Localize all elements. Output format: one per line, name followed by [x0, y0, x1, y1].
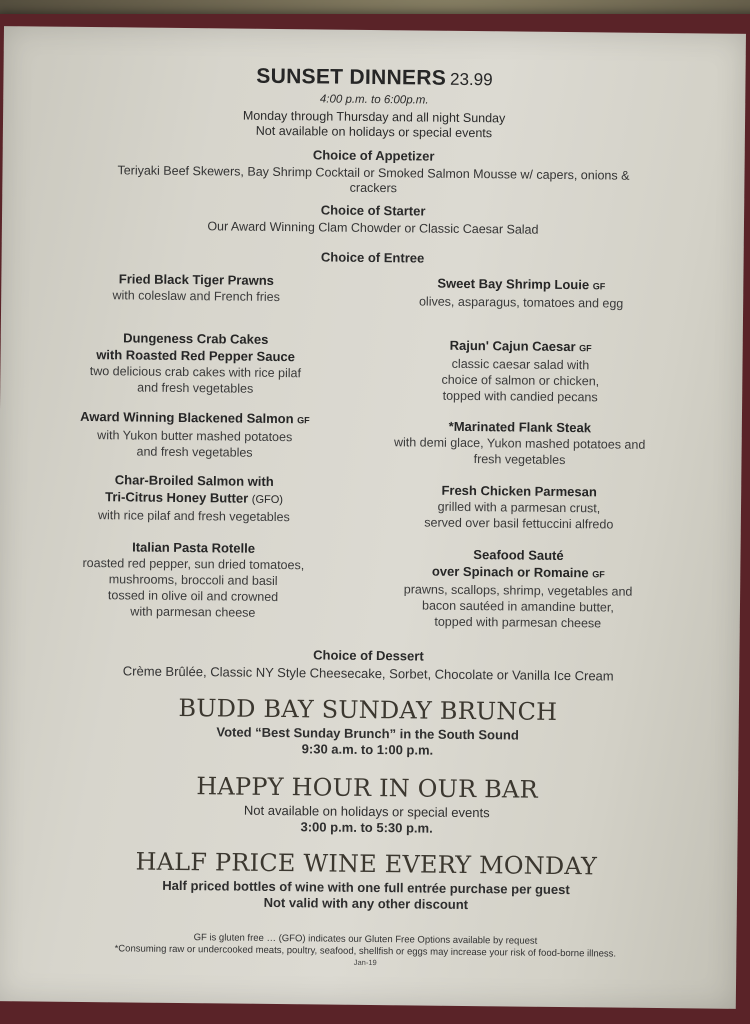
dish-description: grilled with a parmesan crust,: [437, 499, 601, 516]
dessert-section: [0, 644, 740, 685]
dish-description-cont: served over basil fettuccini alfredo: [424, 515, 614, 532]
appetizer-options-cont: crackers: [349, 180, 398, 196]
dish-name: Award Winning Blackened Salmon: [80, 408, 294, 427]
happy-hour-section: [0, 770, 738, 840]
dish-description-cont: topped with parmesan cheese: [434, 614, 602, 631]
entree-item: [359, 481, 679, 533]
dessert-options: Crème Brûlée, Classic NY Style Cheesecake, Sorbet, Chocolate or Vanilla Ice Cream: [122, 663, 614, 684]
dish-name: Italian Pasta Rotelle: [132, 539, 256, 556]
entree-item: [360, 336, 681, 406]
dish-description: with coleslaw and French fries: [112, 288, 280, 305]
entree-heading: [2, 246, 744, 269]
dish-name-cont: with Roasted Red Pepper Sauce: [96, 347, 295, 365]
gluten-free-tag: GF: [297, 415, 310, 426]
gluten-free-tag: GF: [579, 343, 592, 354]
entree-item: [41, 270, 351, 306]
dish-name-cont: Tri-Citrus Honey Butter: [105, 489, 249, 506]
dish-description-cont: tossed in olive oil and crowned: [107, 588, 279, 605]
dish-name-row: [40, 408, 350, 430]
appetizer-section: [2, 144, 744, 200]
sunset-availability: [3, 106, 745, 144]
sunset-hours: 4:00 p.m. to 6:00p.m.: [319, 93, 429, 107]
dish-name: Rajun' Cajun Caesar: [449, 337, 576, 355]
dish-description-cont: bacon sautéed in amandine butter,: [421, 598, 614, 615]
dish-description: with demi glace, Yukon mashed potatoes and: [393, 435, 646, 452]
food-safety-warning: *Consuming raw or undercooked meats, poultry, seafood, shellfish or eggs may increase your risk of food-borne illness.: [114, 943, 617, 960]
dish-description: olives, asparagus, tomatoes and egg: [418, 294, 624, 311]
appetizer-options: Teriyaki Beef Skewers, Bay Shrimp Cocktail or Smoked Salmon Mousse w/ capers, onions &: [117, 163, 630, 183]
dish-description-cont: fresh vegetables: [473, 452, 566, 468]
dish-description-cont: topped with candied pecans: [442, 388, 598, 405]
dish-description: roasted red pepper, sun dried tomatoes,: [82, 555, 305, 573]
menu-date: Jan-19: [353, 957, 377, 968]
brunch-section: [0, 692, 739, 762]
happy-hour-exclusions: Not available on holidays or special events: [243, 802, 490, 821]
sunset-exclusions: Not available on holidays or special events: [255, 123, 493, 141]
dessert-heading: Choice of Dessert: [313, 647, 424, 664]
brunch-heading: BUDD BAY SUNDAY BRUNCH: [178, 693, 558, 726]
footer-notes: [0, 930, 737, 971]
dish-name: Seafood Sauté: [473, 547, 564, 564]
entree-item: [361, 274, 681, 312]
sunset-title: SUNSET DINNERS: [256, 64, 447, 90]
dish-description-cont: and fresh vegetables: [136, 444, 253, 460]
dish-description: with Yukon butter mashed potatoes: [97, 428, 293, 445]
gluten-free-tag: GF: [592, 281, 606, 292]
gluten-free-option-tag: (GFO): [251, 493, 284, 507]
entree-heading-text: Choice of Entree: [320, 249, 425, 266]
entree-item: [359, 417, 679, 469]
dish-name: Fried Black Tiger Prawns: [118, 271, 274, 288]
entree-item: [358, 545, 679, 632]
dish-description: classic caesar salad with: [451, 356, 590, 373]
starter-heading: Choice of Starter: [320, 202, 426, 219]
gluten-free-note: GF is gluten free … (GFO) indicates our Gluten Free Options available by request: [193, 932, 538, 947]
sunset-days: Monday through Thursday and all night Sunday: [242, 108, 506, 126]
dish-name: Fresh Chicken Parmesan: [441, 482, 597, 500]
dish-description: prawns, scallops, shrimp, vegetables and: [403, 582, 633, 599]
dish-name: Dungeness Crab Cakes: [123, 330, 269, 347]
sunset-header: [3, 62, 745, 94]
wine-heading: HALF PRICE WINE EVERY MONDAY: [135, 847, 598, 881]
sunset-price: 23.99: [449, 69, 493, 90]
menu-page: [0, 26, 746, 1009]
dish-name-cont: over Spinach or Romaine: [431, 563, 589, 581]
dish-description-cont: and fresh vegetables: [137, 380, 254, 396]
brunch-hours: 9:30 a.m. to 1:00 p.m.: [301, 741, 434, 758]
brunch-award: Voted “Best Sunday Brunch” in the South Sound: [216, 724, 519, 743]
dish-description-cont: mushrooms, broccoli and basil: [108, 572, 278, 589]
entree-item: [38, 538, 349, 622]
dish-description: two delicious crab cakes with rice pilaf: [89, 364, 302, 381]
dish-name: Sweet Bay Shrimp Louie: [437, 275, 590, 293]
entree-item: [39, 408, 350, 462]
entree-item: [39, 471, 350, 526]
entree-item: [40, 329, 351, 398]
appetizer-heading: Choice of Appetizer: [312, 147, 435, 164]
wine-restriction: Not valid with any other discount: [263, 894, 469, 913]
dish-name: Char-Broiled Salmon with: [114, 472, 274, 489]
dish-description-cont: choice of salmon or chicken,: [441, 372, 600, 389]
gluten-free-tag: GF: [592, 569, 605, 580]
starter-options: Our Award Winning Clam Chowder or Classic Caesar Salad: [207, 219, 539, 237]
happy-hour-heading: HAPPY HOUR IN OUR BAR: [196, 772, 538, 804]
wine-offer: Half priced bottles of wine with one full entrée purchase per guest: [162, 877, 570, 898]
dish-name: *Marinated Flank Steak: [448, 418, 592, 436]
starter-section: [2, 199, 744, 240]
dish-description: with rice pilaf and fresh vegetables: [97, 508, 290, 525]
dish-description-cont: with parmesan cheese: [130, 604, 256, 620]
wine-section: [0, 846, 737, 916]
happy-hour-hours: 3:00 p.m. to 5:30 p.m.: [300, 819, 433, 836]
